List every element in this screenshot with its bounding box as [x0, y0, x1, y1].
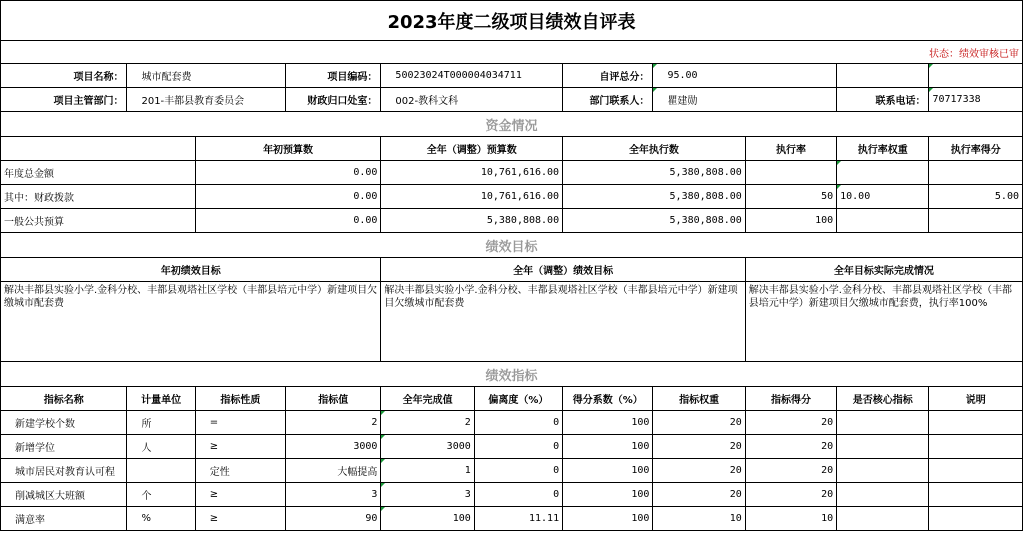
indicator-name: 城市居民对教育认可程: [1, 459, 127, 483]
indicator-target[interactable]: 2: [286, 411, 381, 435]
indicator-score[interactable]: 20: [745, 483, 836, 507]
funds-initial[interactable]: 0.00: [195, 161, 381, 185]
indicator-name: 削减城区大班额: [1, 483, 127, 507]
funds-row-name: 其中：财政拨款: [1, 185, 196, 209]
project-code-value[interactable]: 50023024T000004034711: [381, 64, 563, 88]
indicator-coef[interactable]: 100: [563, 483, 653, 507]
funds-section-title: 资金情况: [1, 112, 1023, 137]
indicator-deviation[interactable]: 0: [474, 411, 562, 435]
indicator-name: 新建学校个数: [1, 411, 127, 435]
goal-initial-text[interactable]: 解决丰都县实验小学.金科分校、丰都县观塔社区学校（丰都县培元中学）新建项目欠缴城市配套费: [1, 282, 381, 362]
indicator-deviation[interactable]: 0: [474, 483, 562, 507]
indicator-name: 新增学位: [1, 435, 127, 459]
score-value[interactable]: 95.00: [653, 64, 837, 88]
indicator-unit[interactable]: 个: [127, 483, 195, 507]
score-label: 自评总分：: [563, 64, 653, 88]
funds-initial[interactable]: 0.00: [195, 209, 381, 233]
indicator-nature[interactable]: ≥: [195, 483, 285, 507]
funds-executed[interactable]: 5,380,808.00: [563, 209, 746, 233]
indicator-deviation[interactable]: 0: [474, 459, 562, 483]
indicator-unit[interactable]: 人: [127, 435, 195, 459]
indicator-unit[interactable]: %: [127, 507, 195, 531]
goals-header-initial: 年初绩效目标: [1, 258, 381, 282]
indicator-name: 满意率: [1, 507, 127, 531]
indicator-weight[interactable]: 20: [653, 411, 745, 435]
indicator-done[interactable]: 2: [381, 411, 474, 435]
ind-header-deviation: 偏离度（%）: [474, 387, 562, 411]
project-name-value[interactable]: 城市配套费: [127, 64, 286, 88]
funds-adjusted[interactable]: 10,761,616.00: [381, 161, 563, 185]
funds-header-weight: 执行率权重: [837, 137, 929, 161]
finance-value[interactable]: 002-教科文科: [381, 88, 563, 112]
indicator-core[interactable]: [837, 459, 929, 483]
indicator-done[interactable]: 3000: [381, 435, 474, 459]
indicator-score[interactable]: 20: [745, 411, 836, 435]
contact-label: 部门联系人：: [563, 88, 653, 112]
indicator-unit[interactable]: 所: [127, 411, 195, 435]
finance-label: 财政归口处室：: [286, 88, 381, 112]
funds-score[interactable]: [929, 209, 1023, 233]
indicator-note[interactable]: [929, 507, 1023, 531]
indicator-deviation[interactable]: 11.11: [474, 507, 562, 531]
funds-row-name: 年度总金额: [1, 161, 196, 185]
goals-section-title: 绩效目标: [1, 233, 1023, 258]
indicator-score[interactable]: 10: [745, 507, 836, 531]
funds-adjusted[interactable]: 10,761,616.00: [381, 185, 563, 209]
funds-executed[interactable]: 5,380,808.00: [563, 161, 746, 185]
ind-header-weight: 指标权重: [653, 387, 745, 411]
indicator-note[interactable]: [929, 459, 1023, 483]
indicator-row: [1, 507, 1023, 531]
indicator-weight[interactable]: 20: [653, 483, 745, 507]
funds-header-adjusted: 全年（调整）预算数: [381, 137, 563, 161]
indicator-note[interactable]: [929, 411, 1023, 435]
phone-value[interactable]: 70717338: [929, 88, 1023, 112]
funds-header-score: 执行率得分: [929, 137, 1023, 161]
funds-row: [1, 209, 1023, 233]
phone-label: 联系电话：: [837, 88, 929, 112]
indicator-score[interactable]: 20: [745, 435, 836, 459]
ind-header-note: 说明: [929, 387, 1023, 411]
indicator-core[interactable]: [837, 507, 929, 531]
indicator-weight[interactable]: 20: [653, 435, 745, 459]
ind-header-name: 指标名称: [1, 387, 127, 411]
indicator-row: [1, 435, 1023, 459]
ind-header-coef: 得分系数（%）: [563, 387, 653, 411]
indicator-nature[interactable]: ≥: [195, 507, 285, 531]
ind-header-score: 指标得分: [745, 387, 836, 411]
ind-header-done: 全年完成值: [381, 387, 474, 411]
indicator-core[interactable]: [837, 411, 929, 435]
indicator-row: [1, 459, 1023, 483]
indicator-target[interactable]: 大幅提高: [286, 459, 381, 483]
funds-rate[interactable]: 100: [745, 209, 836, 233]
indicator-unit[interactable]: [127, 459, 195, 483]
funds-row: [1, 161, 1023, 185]
funds-row: [1, 185, 1023, 209]
indicator-coef[interactable]: 100: [563, 435, 653, 459]
funds-weight[interactable]: 10.00: [837, 185, 929, 209]
project-name-label: 项目名称：: [1, 64, 127, 88]
indicator-done[interactable]: 1: [381, 459, 474, 483]
indicator-target[interactable]: 90: [286, 507, 381, 531]
funds-header-blank: [1, 137, 196, 161]
indicator-done[interactable]: 3: [381, 483, 474, 507]
funds-score[interactable]: 5.00: [929, 185, 1023, 209]
empty-cell: [929, 64, 1023, 88]
indicator-deviation[interactable]: 0: [474, 435, 562, 459]
ind-header-core: 是否核心指标: [837, 387, 929, 411]
indicators-section-title: 绩效指标: [1, 362, 1023, 387]
goals-header-adjusted: 全年（调整）绩效目标: [381, 258, 745, 282]
goal-adjusted-text[interactable]: 解决丰都县实验小学.金科分校、丰都县观塔社区学校（丰都县培元中学）新建项目欠缴城市配套费: [381, 282, 745, 362]
dept-value[interactable]: 201-丰都县教育委员会: [127, 88, 286, 112]
funds-executed[interactable]: 5,380,808.00: [563, 185, 746, 209]
funds-row-name: 一般公共预算: [1, 209, 196, 233]
indicator-coef[interactable]: 100: [563, 507, 653, 531]
indicator-core[interactable]: [837, 483, 929, 507]
ind-header-unit: 计量单位: [127, 387, 195, 411]
funds-initial[interactable]: 0.00: [195, 185, 381, 209]
dept-label: 项目主管部门：: [1, 88, 127, 112]
indicator-score[interactable]: 20: [745, 459, 836, 483]
indicator-nature[interactable]: =: [195, 411, 285, 435]
funds-rate[interactable]: [745, 161, 836, 185]
page-title: 2023年度二级项目绩效自评表: [1, 1, 1023, 41]
ind-header-target: 指标值: [286, 387, 381, 411]
indicator-nature[interactable]: ≥: [195, 435, 285, 459]
funds-weight[interactable]: [837, 161, 929, 185]
indicator-target[interactable]: 3: [286, 483, 381, 507]
goals-header-actual: 全年目标实际完成情况: [745, 258, 1022, 282]
indicator-coef[interactable]: 100: [563, 459, 653, 483]
funds-weight[interactable]: [837, 209, 929, 233]
ind-header-nature: 指标性质: [195, 387, 285, 411]
empty-cell: [837, 64, 929, 88]
funds-header-initial: 年初预算数: [195, 137, 381, 161]
funds-rate[interactable]: 50: [745, 185, 836, 209]
indicator-weight[interactable]: 20: [653, 459, 745, 483]
funds-header-executed: 全年执行数: [563, 137, 746, 161]
indicator-note[interactable]: [929, 483, 1023, 507]
funds-score[interactable]: [929, 161, 1023, 185]
indicator-note[interactable]: [929, 435, 1023, 459]
indicator-done[interactable]: 100: [381, 507, 474, 531]
status-badge: 状态：绩效审核已审: [1, 41, 1023, 64]
indicator-weight[interactable]: 10: [653, 507, 745, 531]
indicator-row: [1, 483, 1023, 507]
funds-adjusted[interactable]: 5,380,808.00: [381, 209, 563, 233]
funds-header-rate: 执行率: [745, 137, 836, 161]
goal-actual-text[interactable]: 解决丰都县实验小学.金科分校、丰都县观塔社区学校（丰都县培元中学）新建项目欠缴城市配套费，执行率100%: [745, 282, 1022, 362]
contact-value[interactable]: 瞿建勋: [653, 88, 837, 112]
indicator-row: [1, 411, 1023, 435]
indicator-nature[interactable]: 定性: [195, 459, 285, 483]
indicator-core[interactable]: [837, 435, 929, 459]
indicator-coef[interactable]: 100: [563, 411, 653, 435]
project-code-label: 项目编码：: [286, 64, 381, 88]
indicator-target[interactable]: 3000: [286, 435, 381, 459]
